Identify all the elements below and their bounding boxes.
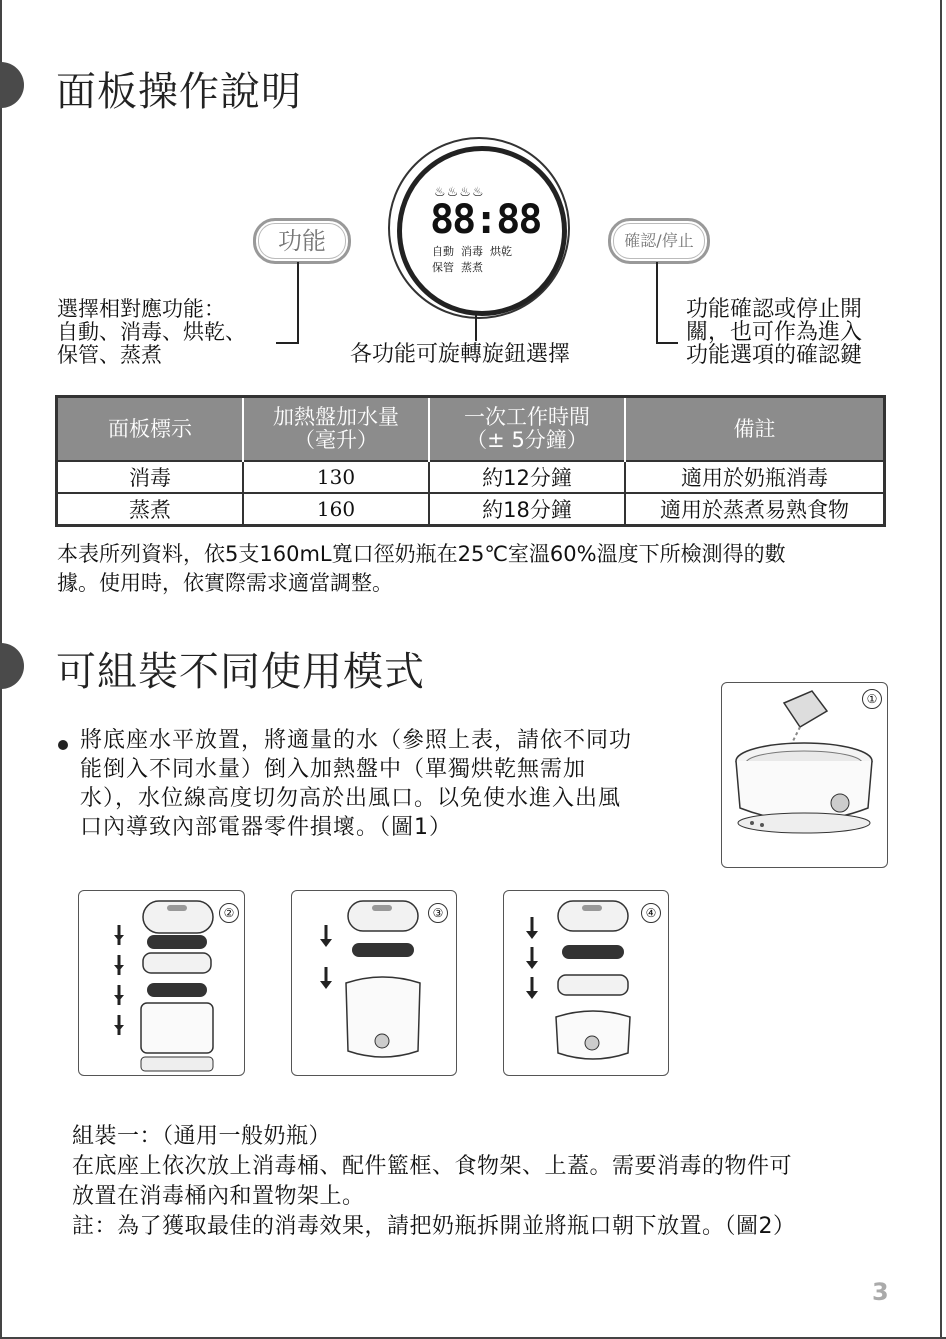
stack-illustration <box>79 891 244 1075</box>
figure-number: ① <box>862 689 882 709</box>
stack-illustration <box>292 891 456 1075</box>
cell-label: 消毒 <box>57 461 244 493</box>
section-tab-marker <box>0 643 24 689</box>
confirm-description: 功能確認或停止開 關，也可作為進入 功能選項的確認鍵 <box>686 297 863 368</box>
cell-water: 130 <box>243 461 429 493</box>
digital-display: 88:88 <box>430 197 541 243</box>
dial-description: 各功能可旋轉旋鈕選擇 <box>350 342 571 367</box>
leader-line-confirm <box>656 262 658 344</box>
header-time: 一次工作時間 （± 5分鐘） <box>429 397 625 462</box>
figure-2-assembly <box>78 890 245 1076</box>
section-tab-marker <box>0 62 24 108</box>
leader-line-confirm-h <box>656 342 678 344</box>
cell-time: 約18分鐘 <box>429 493 625 526</box>
cell-remark: 適用於蒸煮易熟食物 <box>625 493 885 526</box>
cell-water: 160 <box>243 493 429 526</box>
table-footnote: 本表所列資料，依5支160mL寬口徑奶瓶在25℃室溫60%溫度下所檢測得的數 據。使用時，依實際需求適當調整。 <box>57 542 786 595</box>
base-illustration <box>722 683 887 867</box>
base-instructions: 將底座水平放置，將適量的水（參照上表，請依不同功 能倒入不同水量）倒入加熱盤中（單獨烘乾無需加 水），水位線高度切勿高於出風口。以免使水進入出風 口內導致內部電器零件損壞。（圖1） <box>80 728 633 840</box>
figure-number: ② <box>219 903 239 923</box>
function-button[interactable]: 功能 <box>253 218 351 264</box>
page-number: 3 <box>872 1278 889 1306</box>
section-title-assembly: 可組裝不同使用模式 <box>56 649 425 695</box>
header-water: 加熱盤加水量 （毫升） <box>243 397 429 462</box>
figure-1-base-water <box>721 682 888 868</box>
section-title-panel: 面板操作說明 <box>56 69 302 115</box>
stack-illustration <box>504 891 668 1075</box>
header-panel-label: 面板標示 <box>57 397 244 462</box>
table-header-row <box>57 397 885 462</box>
control-dial[interactable] <box>388 137 570 319</box>
leader-line-dial <box>475 315 477 341</box>
assembly-one-instructions: 組裝一：（通用一般奶瓶） 在底座上依次放上消毒桶、配件籃框、食物架、上蓋。需要消毒的物件可 放置在消毒桶內和置物架上。 註：為了獲取最佳的消毒效果，請把奶瓶拆開並將瓶口朝下放置。（圖2） <box>72 1124 796 1239</box>
function-description: 選擇相對應功能： 自動、消毒、烘乾、 保管、蒸煮 <box>57 297 246 367</box>
cell-label: 蒸煮 <box>57 493 244 526</box>
cell-remark: 適用於奶瓶消毒 <box>625 461 885 493</box>
confirm-stop-button[interactable]: 確認/停止 <box>608 218 710 264</box>
leader-line-function <box>297 262 299 344</box>
function-spec-table <box>55 395 886 527</box>
header-remark: 備註 <box>625 397 885 462</box>
table-row <box>57 493 885 526</box>
figure-3-assembly <box>291 890 457 1076</box>
flame-icons: ♨♨♨♨ <box>434 185 485 200</box>
bullet-dot <box>58 740 68 750</box>
leader-line-function-h <box>276 342 299 344</box>
figure-number: ③ <box>428 903 448 923</box>
table-row <box>57 461 885 493</box>
figure-4-assembly <box>503 890 669 1076</box>
figure-number: ④ <box>641 903 661 923</box>
page-frame-right <box>940 0 942 1339</box>
mode-labels-line1: 自動 消毒 烘乾 <box>432 245 512 258</box>
mode-labels-line2: 保管 蒸煮 <box>432 261 483 274</box>
cell-time: 約12分鐘 <box>429 461 625 493</box>
